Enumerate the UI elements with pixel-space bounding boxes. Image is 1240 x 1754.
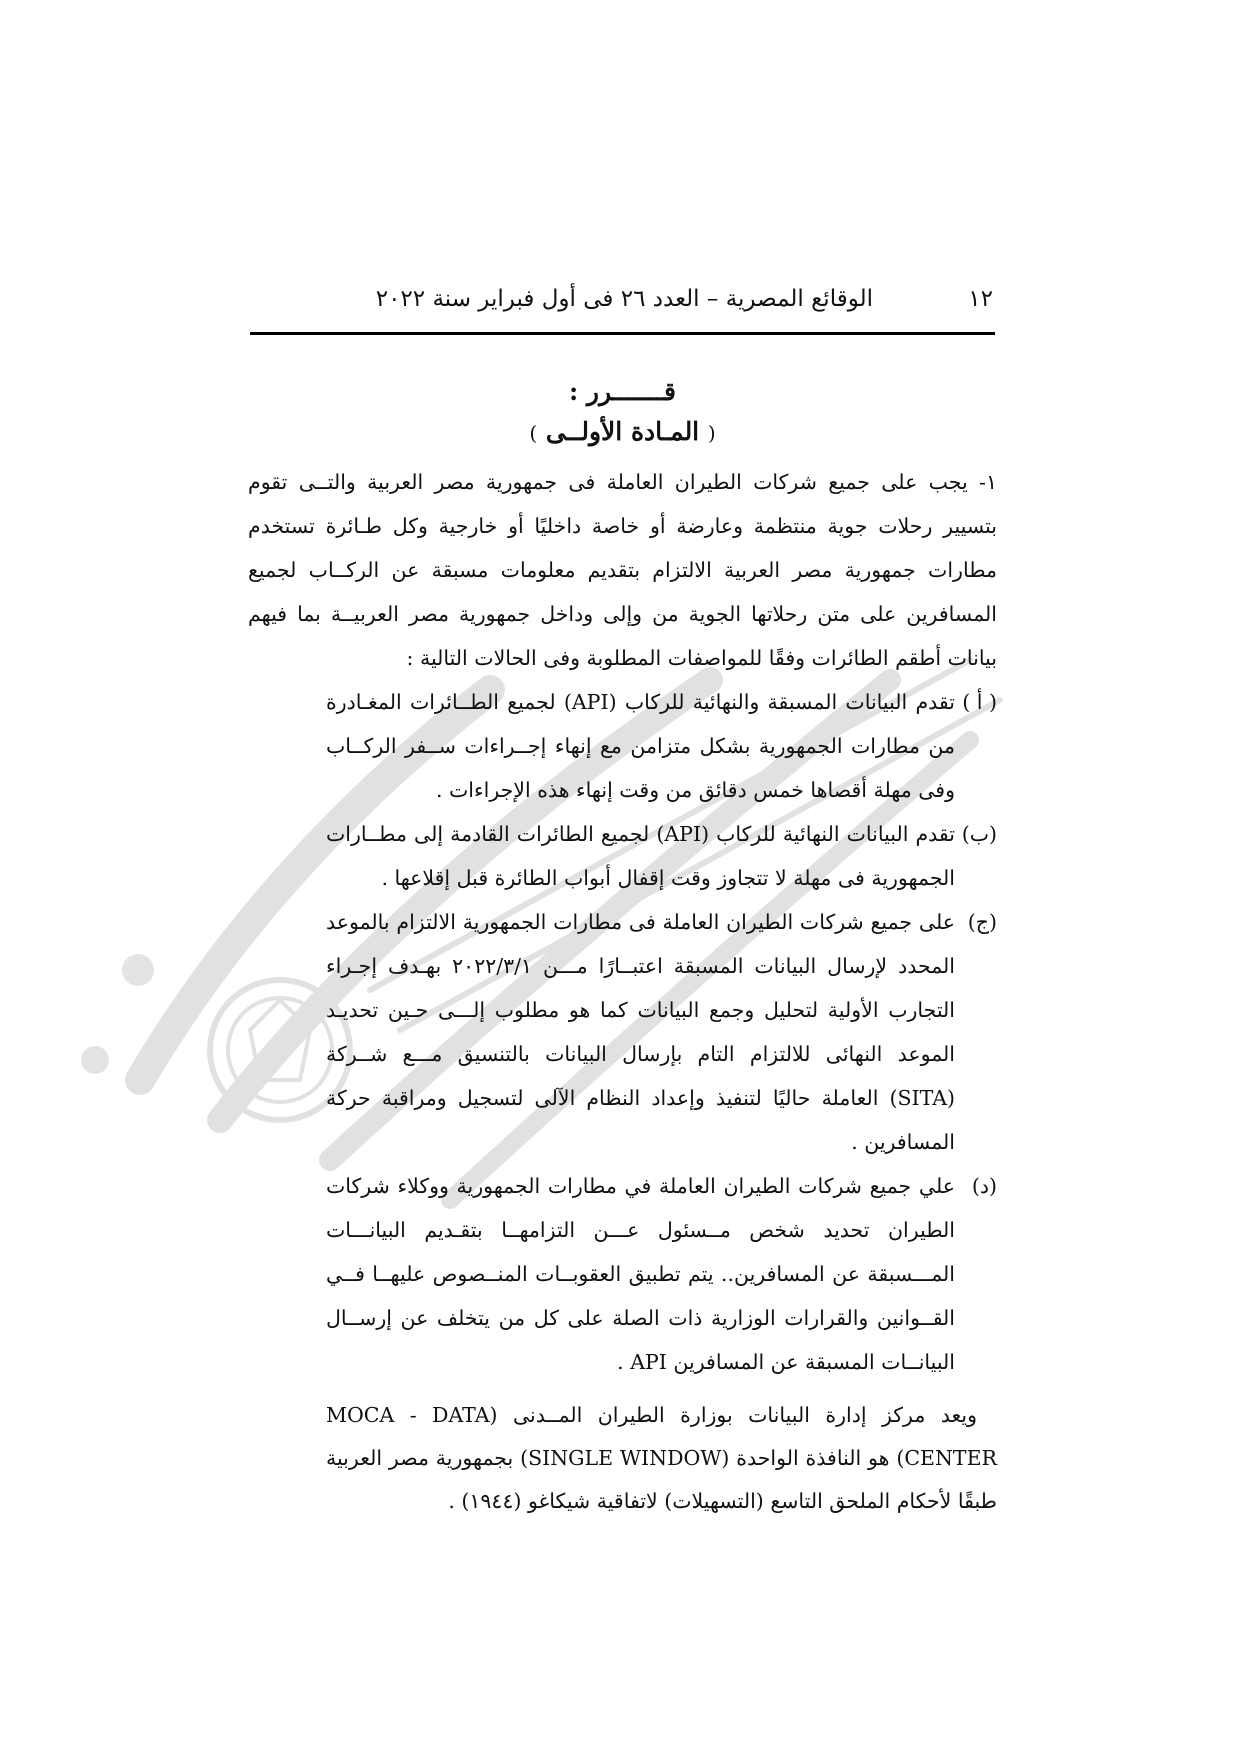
page-header (250, 282, 995, 335)
list-item-marker: (ب) (961, 822, 997, 846)
list-item (248, 680, 997, 812)
list-item-marker: ( أ ) (962, 690, 997, 714)
list-item (248, 812, 997, 900)
article-heading (250, 412, 995, 453)
list-item (248, 900, 997, 1164)
decree-title-block (250, 372, 995, 453)
list-item-text: تقدم البيانات المسبقة والنهائية للركاب (API) لجميع الطــائرات المغـادرة من مطارات الجمهورية بشكل متزامن مع إنهاء إجــراءات ســفر الركــاب وفى مهلة أقصاها خمس دقائق من وقت إنهاء هذه الإجراءات . (326, 690, 955, 802)
list-item-text: تقدم البيانات النهائية للركاب (API) لجميع الطائرات القادمة إلى مطــارات الجمهورية فى مهلة لا تتجاوز وقت إقفال أبواب الطائرة قبل إقلاعها . (326, 822, 955, 890)
list-item (248, 1164, 997, 1384)
decree-heading: قـــــــرر : (568, 377, 677, 406)
list-item-marker: (د) (971, 1174, 997, 1198)
list-item-text: علي جميع شركات الطيران العاملة في مطارات الجمهورية ووكلاء شركات الطيران تحديد شخص مــسئول عـــن التزامهــا بتقـديم البيانـــات المـــسبقة عن المسافرين.. يتم تطبيق العقوبــات المنــصوص عليهــا فــي القــوانين والقرارات الوزارية ذات الصلة على كل من يتخلف عن إرســال البيانــات المسبقة عن المسافرين API . (326, 1174, 955, 1374)
intro-paragraph: ١- يجب على جميع شركات الطيران العاملة فى جمهورية مصر العربية والتــى تقوم بتسيير رحلات جوية منتظمة وعارضة أو خاصة داخليًا أو خارجية وكل طـائرة تستخدم مطارات جمهورية مصر العربية الالتزام بتقديم معلومات مسبقة عن الركــاب لجميع المسافرين على متن رحلاتها الجوية من وإلى وداخل جمهورية مصر العربيــة بما فيهم بيانات أطقم الطائرات وفقًا للمواصفات المطلوبة وفى الحالات التالية : (248, 470, 997, 670)
article-heading-open-paren: ( (707, 421, 716, 445)
article-heading-text: المـادة الأولــى (545, 417, 700, 446)
list-item-text: على جميع شركات الطيران العاملة فى مطارات الجمهورية الالتزام بالموعد المحدد لإرسال البيانات المسبقة اعتبــارًا مـــن ٢٠٢٢/٣/١ بهـدف إجـراء التجارب الأولية لتحليل وجمع البيانات كما هو مطلوب إلـــى حـين تحديـد الموعد النهائى للالتزام التام بإرسال البيانات بالتنسيق مـــع شــركة (SITA) العاملة حاليًا لتنفيذ وإعداد النظام الآلى لتسجيل ومراقبة حركة المسافرين . (326, 910, 955, 1154)
article-body (248, 460, 997, 1523)
gazette-issue-line: الوقائع المصرية – العدد ٢٦ فى أول فبراير سنة ٢٠٢٢ (375, 286, 873, 312)
page-number: ١٢ (968, 286, 993, 312)
list-item-marker: (ج) (967, 910, 997, 934)
article-heading-close-paren: ) (529, 421, 538, 445)
closing-paragraph: ويعد مركز إدارة البيانات بوزارة الطيران المــدنى (MOCA - DATA CENTER) هو النافذة الواحدة (SINGLE WINDOW) بجمهورية مصر العربية طبقًا لأحكام الملحق التاسع (التسهيلات) لاتفاقية شيكاغو (١٩٤٤) . (326, 1403, 997, 1513)
